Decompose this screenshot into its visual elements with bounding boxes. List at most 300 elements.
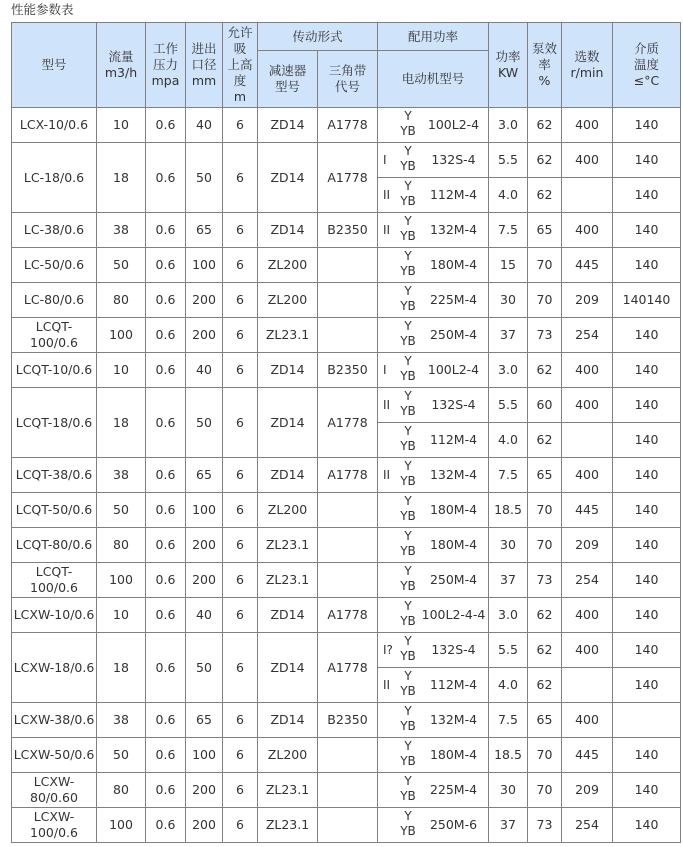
table-row: [12, 353, 681, 388]
cell-flow: 18: [97, 633, 146, 703]
cell-motor: [378, 213, 489, 248]
cell-vbelt: A1778: [318, 598, 378, 633]
cell-pressure: 0.6: [146, 283, 186, 318]
table-row: [12, 388, 681, 423]
cell-eff: 65: [528, 458, 562, 493]
cell-diameter: 65: [186, 213, 223, 248]
cell-power: 7.5: [489, 703, 528, 738]
table-row: [12, 213, 681, 248]
cell-flow: 38: [97, 213, 146, 248]
cell-speed: 209: [562, 283, 613, 318]
motor-series: Y YB: [400, 354, 416, 383]
cell-reducer: ZD14: [258, 633, 318, 703]
cell-motor: [378, 703, 489, 738]
cell-eff: 62: [528, 668, 562, 703]
cell-eff: 62: [528, 423, 562, 458]
motor-series: Y YB: [400, 564, 416, 593]
motor-series: Y YB: [400, 179, 416, 208]
motor-type: 112M-4: [429, 677, 478, 692]
cell-flow: 100: [97, 318, 146, 353]
cell-model: LCXW-38/0.6: [12, 703, 97, 738]
cell-motor: [378, 528, 489, 563]
cell-power: 30: [489, 528, 528, 563]
motor-type: 225M-4: [429, 782, 478, 797]
motor-type: 180M-4: [429, 747, 478, 762]
cell-power: 3.0: [489, 353, 528, 388]
cell-temp: 140: [613, 353, 681, 388]
cell-vbelt: [318, 318, 378, 353]
cell-flow: 80: [97, 283, 146, 318]
cell-speed: 254: [562, 808, 613, 843]
cell-reducer: ZD14: [258, 703, 318, 738]
cell-flow: 18: [97, 388, 146, 458]
motor-series: Y YB: [400, 529, 416, 558]
header-vbelt: 三角带 代号: [318, 51, 378, 108]
table-row: [12, 773, 681, 808]
cell-suction: 6: [223, 108, 258, 143]
cell-suction: 6: [223, 773, 258, 808]
cell-motor: [378, 248, 489, 283]
table-row: [12, 493, 681, 528]
motor-type: 132M-4: [429, 467, 478, 482]
cell-power: 4.0: [489, 423, 528, 458]
motor-type: 100L2-4-4: [421, 607, 486, 622]
motor-type: 100L2-4: [427, 362, 480, 377]
cell-power: 5.5: [489, 633, 528, 668]
cell-flow: 10: [97, 108, 146, 143]
table-row: [12, 808, 681, 843]
cell-reducer: ZL200: [258, 493, 318, 528]
cell-power: 37: [489, 563, 528, 598]
cell-diameter: 200: [186, 528, 223, 563]
cell-pressure: 0.6: [146, 773, 186, 808]
cell-reducer: ZD14: [258, 388, 318, 458]
cell-eff: 73: [528, 563, 562, 598]
header-power-group: 配用功率: [378, 23, 489, 51]
cell-eff: 70: [528, 493, 562, 528]
cell-reducer: ZL23.1: [258, 563, 318, 598]
cell-diameter: 40: [186, 108, 223, 143]
table-row: [12, 458, 681, 493]
motor-grade: I: [383, 363, 387, 377]
motor-series: Y YB: [400, 634, 416, 663]
cell-temp: 140: [613, 458, 681, 493]
table-row: [12, 283, 681, 318]
cell-temp: 140: [613, 598, 681, 633]
cell-temp: 140: [613, 563, 681, 598]
cell-pressure: 0.6: [146, 563, 186, 598]
cell-vbelt: A1778: [318, 633, 378, 703]
motor-type: 225M-4: [429, 292, 478, 307]
table-row: [12, 598, 681, 633]
header-motor: 电动机型号: [378, 51, 489, 108]
cell-speed: 400: [562, 353, 613, 388]
cell-speed: 209: [562, 773, 613, 808]
cell-eff: 70: [528, 528, 562, 563]
cell-diameter: 50: [186, 143, 223, 213]
cell-reducer: ZL200: [258, 248, 318, 283]
cell-power: 7.5: [489, 458, 528, 493]
header-model: 型号: [12, 23, 97, 108]
motor-series: Y YB: [400, 669, 416, 698]
cell-motor: [378, 668, 489, 703]
motor-series: Y YB: [400, 809, 416, 838]
motor-type: 112M-4: [429, 432, 478, 447]
cell-speed: 400: [562, 598, 613, 633]
motor-series: Y YB: [400, 319, 416, 348]
motor-grade: II: [383, 468, 391, 482]
cell-suction: 6: [223, 458, 258, 493]
cell-power: 37: [489, 318, 528, 353]
cell-motor: [378, 563, 489, 598]
cell-temp: [613, 703, 681, 738]
cell-power: 30: [489, 283, 528, 318]
cell-vbelt: B2350: [318, 213, 378, 248]
cell-vbelt: A1778: [318, 458, 378, 493]
cell-motor: [378, 808, 489, 843]
cell-reducer: ZL23.1: [258, 318, 318, 353]
cell-motor: [378, 143, 489, 178]
motor-series: Y YB: [400, 144, 416, 173]
cell-suction: 6: [223, 528, 258, 563]
cell-power: 18.5: [489, 493, 528, 528]
cell-speed: 445: [562, 493, 613, 528]
cell-flow: 38: [97, 703, 146, 738]
cell-motor: [378, 388, 489, 423]
cell-speed: 400: [562, 388, 613, 423]
cell-eff: 70: [528, 248, 562, 283]
motor-series: Y YB: [400, 389, 416, 418]
cell-pressure: 0.6: [146, 143, 186, 213]
cell-speed: 400: [562, 213, 613, 248]
cell-speed: 400: [562, 143, 613, 178]
cell-pressure: 0.6: [146, 808, 186, 843]
cell-vbelt: A1778: [318, 108, 378, 143]
cell-temp: 140: [613, 178, 681, 213]
header-diameter: 进出 口径 mm: [186, 23, 223, 108]
cell-diameter: 200: [186, 318, 223, 353]
cell-power: 4.0: [489, 178, 528, 213]
cell-flow: 10: [97, 353, 146, 388]
cell-reducer: ZD14: [258, 598, 318, 633]
cell-pressure: 0.6: [146, 493, 186, 528]
cell-temp: 140: [613, 493, 681, 528]
cell-model: LCXW-18/0.6: [12, 633, 97, 703]
cell-model: LCQT- 100/0.6: [12, 318, 97, 353]
motor-series: Y YB: [400, 109, 416, 138]
cell-suction: 6: [223, 738, 258, 773]
table-row: [12, 738, 681, 773]
cell-pressure: 0.6: [146, 318, 186, 353]
motor-series: Y YB: [400, 739, 416, 768]
cell-motor: [378, 353, 489, 388]
cell-flow: 50: [97, 738, 146, 773]
cell-power: 18.5: [489, 738, 528, 773]
cell-power: 37: [489, 808, 528, 843]
cell-flow: 50: [97, 493, 146, 528]
cell-motor: [378, 493, 489, 528]
table-row: [12, 318, 681, 353]
cell-reducer: ZD14: [258, 108, 318, 143]
motor-grade: I?: [383, 643, 393, 657]
motor-type: 132S-4: [431, 642, 476, 657]
motor-type: 250M-6: [429, 817, 478, 832]
cell-motor: [378, 598, 489, 633]
cell-flow: 38: [97, 458, 146, 493]
cell-model: LCQT- 100/0.6: [12, 563, 97, 598]
motor-series: Y YB: [400, 494, 416, 523]
cell-pressure: 0.6: [146, 633, 186, 703]
cell-eff: 60: [528, 388, 562, 423]
cell-pressure: 0.6: [146, 213, 186, 248]
cell-power: 15: [489, 248, 528, 283]
cell-model: LCQT-50/0.6: [12, 493, 97, 528]
motor-series: Y YB: [400, 284, 416, 313]
cell-temp: 140: [613, 528, 681, 563]
cell-vbelt: A1778: [318, 388, 378, 458]
cell-speed: 209: [562, 528, 613, 563]
cell-diameter: 40: [186, 353, 223, 388]
cell-eff: 62: [528, 353, 562, 388]
cell-model: LCXW-50/0.6: [12, 738, 97, 773]
cell-pressure: 0.6: [146, 703, 186, 738]
motor-grade: II: [383, 223, 391, 237]
cell-model: LC-38/0.6: [12, 213, 97, 248]
cell-speed: [562, 668, 613, 703]
cell-vbelt: B2350: [318, 703, 378, 738]
cell-pressure: 0.6: [146, 458, 186, 493]
cell-flow: 10: [97, 598, 146, 633]
cell-diameter: 65: [186, 458, 223, 493]
table-row: [12, 248, 681, 283]
cell-diameter: 50: [186, 388, 223, 458]
cell-diameter: 100: [186, 493, 223, 528]
cell-suction: 6: [223, 563, 258, 598]
cell-reducer: ZD14: [258, 353, 318, 388]
cell-diameter: 65: [186, 703, 223, 738]
cell-speed: 400: [562, 458, 613, 493]
header-temperature: 介质 温度 ≤°C: [613, 23, 681, 108]
table-row: [12, 703, 681, 738]
cell-model: LC-80/0.6: [12, 283, 97, 318]
cell-flow: 100: [97, 808, 146, 843]
motor-type: 180M-4: [429, 537, 478, 552]
cell-power: 5.5: [489, 143, 528, 178]
motor-series: Y YB: [400, 459, 416, 488]
cell-model: LCXW- 80/0.60: [12, 773, 97, 808]
cell-speed: [562, 423, 613, 458]
cell-motor: [378, 178, 489, 213]
cell-reducer: ZD14: [258, 458, 318, 493]
cell-speed: 254: [562, 563, 613, 598]
table-row: [12, 528, 681, 563]
cell-model: LCQT-18/0.6: [12, 388, 97, 458]
cell-power: 7.5: [489, 213, 528, 248]
motor-type: 132M-4: [429, 222, 478, 237]
cell-motor: [378, 283, 489, 318]
cell-eff: 70: [528, 738, 562, 773]
cell-model: LCXW- 100/0.6: [12, 808, 97, 843]
cell-eff: 73: [528, 808, 562, 843]
cell-temp: 140: [613, 388, 681, 423]
motor-grade: II: [383, 398, 391, 412]
cell-model: LCQT-10/0.6: [12, 353, 97, 388]
cell-reducer: ZL23.1: [258, 773, 318, 808]
header-suction-height: 允许 吸 上高 度 m: [223, 23, 258, 108]
cell-pressure: 0.6: [146, 108, 186, 143]
cell-pressure: 0.6: [146, 248, 186, 283]
cell-model: LCX-10/0.6: [12, 108, 97, 143]
cell-temp: 140: [613, 318, 681, 353]
cell-motor: [378, 773, 489, 808]
motor-grade: II: [383, 678, 391, 692]
header-power: 功率 KW: [489, 23, 528, 108]
cell-suction: 6: [223, 703, 258, 738]
header-reducer: 减速器 型号: [258, 51, 318, 108]
cell-vbelt: [318, 283, 378, 318]
header-flow: 流量 m3/h: [97, 23, 146, 108]
cell-eff: 62: [528, 633, 562, 668]
cell-diameter: 200: [186, 773, 223, 808]
cell-diameter: 200: [186, 563, 223, 598]
cell-vbelt: B2350: [318, 353, 378, 388]
cell-motor: [378, 108, 489, 143]
table-row: [12, 108, 681, 143]
table-row: [12, 563, 681, 598]
cell-power: 3.0: [489, 598, 528, 633]
cell-pressure: 0.6: [146, 598, 186, 633]
cell-speed: 400: [562, 108, 613, 143]
cell-eff: 70: [528, 283, 562, 318]
cell-temp: 140: [613, 108, 681, 143]
cell-reducer: ZD14: [258, 143, 318, 213]
cell-vbelt: [318, 808, 378, 843]
cell-temp: 140: [613, 213, 681, 248]
cell-eff: 65: [528, 703, 562, 738]
cell-reducer: ZD14: [258, 213, 318, 248]
cell-eff: 70: [528, 773, 562, 808]
header-transmission: 传动形式: [258, 23, 378, 51]
cell-pressure: 0.6: [146, 528, 186, 563]
motor-type: 250M-4: [429, 327, 478, 342]
header-efficiency: 泵效 率 %: [528, 23, 562, 108]
cell-diameter: 200: [186, 283, 223, 318]
cell-eff: 62: [528, 108, 562, 143]
cell-model: LCQT-80/0.6: [12, 528, 97, 563]
cell-speed: 400: [562, 703, 613, 738]
header-pressure: 工作 压力 mpa: [146, 23, 186, 108]
cell-suction: 6: [223, 633, 258, 703]
cell-reducer: ZL200: [258, 738, 318, 773]
cell-motor: [378, 458, 489, 493]
page-title: 性能参数表: [11, 2, 74, 17]
cell-model: LC-50/0.6: [12, 248, 97, 283]
cell-temp: 140: [613, 808, 681, 843]
motor-series: Y YB: [400, 249, 416, 278]
cell-power: 5.5: [489, 388, 528, 423]
cell-temp: 140: [613, 143, 681, 178]
cell-temp: 140: [613, 633, 681, 668]
motor-type: 250M-4: [429, 572, 478, 587]
cell-eff: 73: [528, 318, 562, 353]
header-speed: 选数 r/min: [562, 23, 613, 108]
cell-diameter: 40: [186, 598, 223, 633]
cell-suction: 6: [223, 598, 258, 633]
motor-series: Y YB: [400, 424, 416, 453]
cell-temp: 140: [613, 668, 681, 703]
cell-suction: 6: [223, 143, 258, 213]
cell-suction: 6: [223, 213, 258, 248]
motor-type: 100L2-4: [427, 117, 480, 132]
table-row: [12, 633, 681, 668]
cell-eff: 62: [528, 178, 562, 213]
cell-diameter: 100: [186, 248, 223, 283]
cell-model: LCXW-10/0.6: [12, 598, 97, 633]
cell-suction: 6: [223, 493, 258, 528]
cell-suction: 6: [223, 283, 258, 318]
motor-type: 180M-4: [429, 502, 478, 517]
cell-speed: 400: [562, 633, 613, 668]
motor-type: 132M-4: [429, 712, 478, 727]
cell-pressure: 0.6: [146, 738, 186, 773]
cell-diameter: 200: [186, 808, 223, 843]
cell-vbelt: [318, 773, 378, 808]
cell-eff: 62: [528, 598, 562, 633]
cell-motor: [378, 633, 489, 668]
cell-vbelt: A1778: [318, 143, 378, 213]
cell-flow: 80: [97, 528, 146, 563]
cell-temp: 140: [613, 248, 681, 283]
cell-temp: 140: [613, 423, 681, 458]
motor-series: Y YB: [400, 214, 416, 243]
motor-series: Y YB: [400, 774, 416, 803]
cell-power: 30: [489, 773, 528, 808]
cell-speed: 445: [562, 738, 613, 773]
cell-reducer: ZL23.1: [258, 528, 318, 563]
cell-suction: 6: [223, 248, 258, 283]
cell-speed: 445: [562, 248, 613, 283]
cell-vbelt: [318, 738, 378, 773]
cell-motor: [378, 738, 489, 773]
cell-reducer: ZL23.1: [258, 808, 318, 843]
performance-table: [11, 22, 681, 843]
cell-model: LCQT-38/0.6: [12, 458, 97, 493]
cell-suction: 6: [223, 353, 258, 388]
cell-speed: 254: [562, 318, 613, 353]
cell-motor: [378, 318, 489, 353]
cell-flow: 50: [97, 248, 146, 283]
table-row: [12, 143, 681, 178]
cell-temp: 140: [613, 773, 681, 808]
cell-flow: 100: [97, 563, 146, 598]
motor-type: 180M-4: [429, 257, 478, 272]
motor-type: 132S-4: [431, 397, 476, 412]
cell-reducer: ZL200: [258, 283, 318, 318]
cell-pressure: 0.6: [146, 353, 186, 388]
cell-vbelt: [318, 493, 378, 528]
motor-type: 132S-4: [431, 152, 476, 167]
cell-power: 3.0: [489, 108, 528, 143]
cell-flow: 80: [97, 773, 146, 808]
cell-temp: 140140: [613, 283, 681, 318]
motor-grade: I: [383, 153, 387, 167]
cell-suction: 6: [223, 388, 258, 458]
motor-series: Y YB: [400, 599, 416, 628]
cell-diameter: 100: [186, 738, 223, 773]
cell-vbelt: [318, 528, 378, 563]
cell-vbelt: [318, 248, 378, 283]
cell-power: 4.0: [489, 668, 528, 703]
